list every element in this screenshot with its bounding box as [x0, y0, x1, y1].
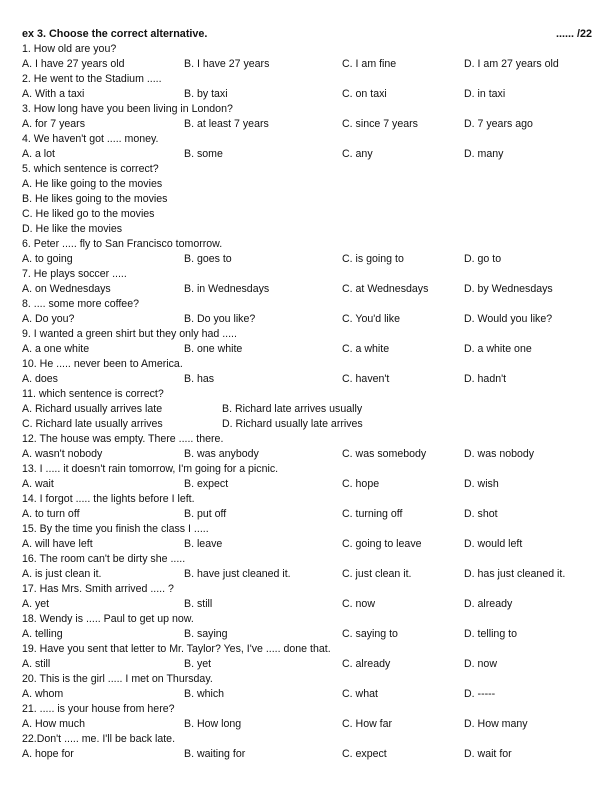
- option-c[interactable]: C. was somebody: [342, 448, 427, 460]
- option-d[interactable]: D. by Wednesdays: [464, 283, 553, 295]
- option-d[interactable]: D. now: [464, 658, 497, 670]
- option-c[interactable]: C. haven't: [342, 373, 390, 385]
- options-row: [22, 627, 592, 642]
- option-d[interactable]: D. wish: [464, 478, 499, 490]
- option-b[interactable]: B. goes to: [184, 253, 232, 265]
- option-b[interactable]: B. waiting for: [184, 748, 246, 760]
- option-d[interactable]: D. a white one: [464, 343, 532, 355]
- options-row: [22, 252, 592, 267]
- question-list: [22, 42, 592, 762]
- option-c[interactable]: C. is going to: [342, 253, 404, 265]
- option-a[interactable]: A. is just clean it.: [22, 568, 102, 580]
- score-field: ...... /22: [555, 28, 592, 40]
- options-row: [22, 417, 592, 432]
- option-c[interactable]: C. what: [342, 688, 378, 700]
- option-a[interactable]: A. whom: [22, 688, 64, 700]
- option-a[interactable]: A. hope for: [22, 748, 74, 760]
- question-text: 3. How long have you been living in London?: [22, 103, 233, 115]
- option-d[interactable]: D. Richard usually late arrives: [222, 418, 363, 430]
- option-b[interactable]: B. How long: [184, 718, 242, 730]
- question-11: [22, 387, 592, 402]
- options-row: [22, 207, 592, 222]
- options-row: [22, 147, 592, 162]
- question-8: [22, 297, 592, 312]
- options-row: [22, 717, 592, 732]
- option-b[interactable]: B. at least 7 years: [184, 118, 269, 130]
- option-d[interactable]: D. go to: [464, 253, 502, 265]
- option-c[interactable]: C. You'd like: [342, 313, 400, 325]
- option-d[interactable]: D. wait for: [464, 748, 512, 760]
- option-a[interactable]: A. to going: [22, 253, 73, 265]
- question-16: [22, 552, 592, 567]
- option-a[interactable]: A. With a taxi: [22, 88, 85, 100]
- option-b[interactable]: B. He likes going to the movies: [22, 193, 168, 205]
- question-text: 7. He plays soccer .....: [22, 268, 127, 280]
- option-b[interactable]: B. expect: [184, 478, 229, 490]
- question-20: [22, 672, 592, 687]
- option-a[interactable]: A. Do you?: [22, 313, 75, 325]
- option-c[interactable]: C. now: [342, 598, 375, 610]
- option-c[interactable]: C. going to leave: [342, 538, 422, 550]
- question-21: [22, 702, 592, 717]
- options-row: [22, 177, 592, 192]
- option-c[interactable]: C. He liked go to the movies: [22, 208, 155, 220]
- option-d[interactable]: D. many: [464, 148, 504, 160]
- option-d[interactable]: D. 7 years ago: [464, 118, 533, 130]
- option-c[interactable]: C. any: [342, 148, 373, 160]
- option-c[interactable]: C. just clean it.: [342, 568, 412, 580]
- question-text: 16. The room can't be dirty she .....: [22, 553, 186, 565]
- question-14: [22, 492, 592, 507]
- question-text: 2. He went to the Stadium .....: [22, 73, 162, 85]
- question-text: 10. He ..... never been to America.: [22, 358, 183, 370]
- options-row: [22, 87, 592, 102]
- question-text: 20. This is the girl ..... I met on Thursday.: [22, 673, 213, 685]
- option-b[interactable]: B. was anybody: [184, 448, 259, 460]
- options-row: [22, 537, 592, 552]
- question-text: 9. I wanted a green shirt but they only had .....: [22, 328, 237, 340]
- question-text: 6. Peter ..... fly to San Francisco tomorrow.: [22, 238, 223, 250]
- option-a[interactable]: A. on Wednesdays: [22, 283, 111, 295]
- exercise-title: ex 3. Choose the correct alternative.: [22, 28, 208, 40]
- question-text: 19. Have you sent that letter to Mr. Taylor? Yes, I've ..... done that.: [22, 643, 331, 655]
- option-d[interactable]: D. was nobody: [464, 448, 535, 460]
- options-row: [22, 372, 592, 387]
- option-b[interactable]: B. has: [184, 373, 215, 385]
- question-4: [22, 132, 592, 147]
- option-b[interactable]: B. some: [184, 148, 223, 160]
- options-row: [22, 282, 592, 297]
- question-7: [22, 267, 592, 282]
- option-a[interactable]: A. Richard usually arrives late: [22, 403, 163, 415]
- option-c[interactable]: C. hope: [342, 478, 380, 490]
- option-a[interactable]: A. for 7 years: [22, 118, 85, 130]
- question-text: 8. .... some more coffee?: [22, 298, 139, 310]
- options-row: [22, 507, 592, 522]
- option-a[interactable]: A. does: [22, 373, 58, 385]
- option-d[interactable]: D. I am 27 years old: [464, 58, 559, 70]
- question-text: 11. which sentence is correct?: [22, 388, 164, 400]
- option-b[interactable]: B. put off: [184, 508, 227, 520]
- option-d[interactable]: D. has just cleaned it.: [464, 568, 566, 580]
- options-row: [22, 57, 592, 72]
- option-d[interactable]: D. Would you like?: [464, 313, 553, 325]
- option-c[interactable]: C. How far: [342, 718, 393, 730]
- question-12: [22, 432, 592, 447]
- option-a[interactable]: A. will have left: [22, 538, 93, 550]
- option-c[interactable]: C. expect: [342, 748, 387, 760]
- options-row: [22, 657, 592, 672]
- option-d[interactable]: D. already: [464, 598, 513, 610]
- option-b[interactable]: B. I have 27 years: [184, 58, 270, 70]
- question-text: 18. Wendy is ..... Paul to get up now.: [22, 613, 194, 625]
- option-c[interactable]: C. I am fine: [342, 58, 397, 70]
- question-6: [22, 237, 592, 252]
- question-9: [22, 327, 592, 342]
- option-d[interactable]: D. in taxi: [464, 88, 506, 100]
- option-a[interactable]: A. How much: [22, 718, 85, 730]
- option-b[interactable]: B. leave: [184, 538, 223, 550]
- option-a[interactable]: A. I have 27 years old: [22, 58, 125, 70]
- option-c[interactable]: C. saying to: [342, 628, 398, 640]
- option-c[interactable]: C. already: [342, 658, 391, 670]
- worksheet: [22, 28, 592, 762]
- options-row: [22, 687, 592, 702]
- question-17: [22, 582, 592, 597]
- question-text: 21. ..... is your house from here?: [22, 703, 175, 715]
- question-18: [22, 612, 592, 627]
- options-row: [22, 222, 592, 237]
- question-text: 1. How old are you?: [22, 43, 117, 55]
- option-a[interactable]: A. yet: [22, 598, 50, 610]
- option-c[interactable]: C. at Wednesdays: [342, 283, 429, 295]
- question-text: 22.Don't ..... me. I'll be back late.: [22, 733, 176, 745]
- options-row: [22, 342, 592, 357]
- option-b[interactable]: B. Do you like?: [184, 313, 256, 325]
- option-a[interactable]: A. wait: [22, 478, 54, 490]
- options-row: [22, 567, 592, 582]
- option-a[interactable]: A. to turn off: [22, 508, 80, 520]
- options-row: [22, 117, 592, 132]
- option-c[interactable]: C. Richard late usually arrives: [22, 418, 163, 430]
- option-b[interactable]: B. yet: [184, 658, 212, 670]
- question-13: [22, 462, 592, 477]
- option-b[interactable]: B. by taxi: [184, 88, 228, 100]
- options-row: [22, 447, 592, 462]
- question-22: [22, 732, 592, 747]
- option-b[interactable]: B. in Wednesdays: [184, 283, 270, 295]
- question-text: 4. We haven't got ..... money.: [22, 133, 159, 145]
- option-a[interactable]: A. still: [22, 658, 51, 670]
- options-row: [22, 597, 592, 612]
- option-a[interactable]: A. wasn't nobody: [22, 448, 103, 460]
- question-text: 17. Has Mrs. Smith arrived ..... ?: [22, 583, 174, 595]
- options-row: [22, 402, 592, 417]
- options-row: [22, 477, 592, 492]
- option-c[interactable]: C. since 7 years: [342, 118, 418, 130]
- option-c[interactable]: C. a white: [342, 343, 390, 355]
- option-b[interactable]: B. Richard late arrives usually: [222, 403, 363, 415]
- option-a[interactable]: A. a one white: [22, 343, 90, 355]
- question-10: [22, 357, 592, 372]
- options-row: [22, 192, 592, 207]
- option-a[interactable]: A. He like going to the movies: [22, 178, 163, 190]
- option-b[interactable]: B. saying: [184, 628, 228, 640]
- question-1: [22, 42, 592, 57]
- option-a[interactable]: A. telling: [22, 628, 63, 640]
- option-d[interactable]: D. telling to: [464, 628, 517, 640]
- option-d[interactable]: D. He like the movies: [22, 223, 123, 235]
- option-a[interactable]: A. a lot: [22, 148, 55, 160]
- option-b[interactable]: B. still: [184, 598, 213, 610]
- option-d[interactable]: D. would left: [464, 538, 523, 550]
- question-text: 12. The house was empty. There ..... there.: [22, 433, 224, 445]
- option-d[interactable]: D. hadn't: [464, 373, 507, 385]
- question-text: 5. which sentence is correct?: [22, 163, 159, 175]
- question-text: 15. By the time you finish the class I .....: [22, 523, 209, 535]
- option-d[interactable]: D. How many: [464, 718, 528, 730]
- option-b[interactable]: B. which: [184, 688, 225, 700]
- question-5: [22, 162, 592, 177]
- option-b[interactable]: B. one white: [184, 343, 243, 355]
- option-d[interactable]: D. -----: [464, 688, 496, 700]
- option-b[interactable]: B. have just cleaned it.: [184, 568, 291, 580]
- question-2: [22, 72, 592, 87]
- option-c[interactable]: C. turning off: [342, 508, 403, 520]
- question-text: 13. I ..... it doesn't rain tomorrow, I'm going for a picnic.: [22, 463, 279, 475]
- option-d[interactable]: D. shot: [464, 508, 498, 520]
- options-row: [22, 312, 592, 327]
- option-c[interactable]: C. on taxi: [342, 88, 387, 100]
- question-text: 14. I forgot ..... the lights before I left.: [22, 493, 195, 505]
- question-3: [22, 102, 592, 117]
- options-row: [22, 747, 592, 762]
- exercise-header: [22, 28, 592, 42]
- question-15: [22, 522, 592, 537]
- question-19: [22, 642, 592, 657]
